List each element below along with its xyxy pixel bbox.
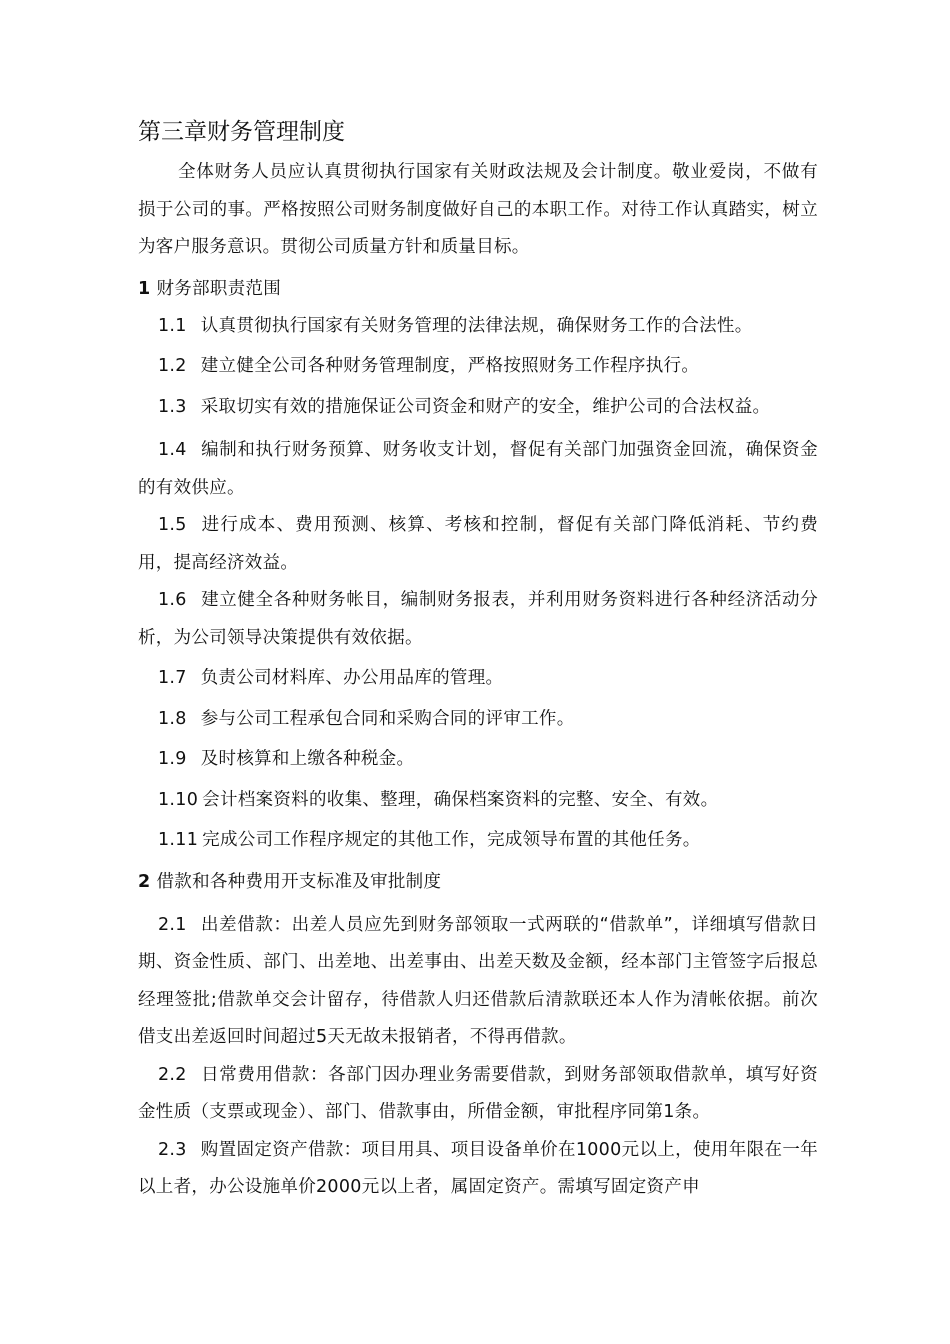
item-1-5 [138,507,818,582]
item-text: 会计档案资料的收集、整理，确保档案资料的完整、安全、有效。 [202,789,719,810]
item-number: 1.2 [158,356,187,376]
item-1-2 [138,348,818,386]
item-1-7 [138,660,818,698]
item-1-1 [138,308,818,346]
item-number: 1.3 [158,396,187,417]
section-2-heading [138,863,818,901]
item-number: 2.2 [158,1064,187,1085]
item-text: 进行成本、费用预测、核算、考核和控制，督促有关部门降低消耗、节约费用，提高经济效益。 [138,515,818,573]
item-1-9 [138,741,818,779]
item-text: 参与公司工程承包合同和采购合同的评审工作。 [200,708,575,729]
item-text: 日常费用借款：各部门因办理业务需要借款，到财务部领取借款单，填写好资金性质（支票或现金）、部门、借款事由，所借金额，审批程序同第1条。 [138,1064,818,1122]
item-number: 1.7 [158,668,187,688]
item-text: 建立健全公司各种财务管理制度，严格按照财务工作程序执行。 [200,356,700,376]
item-number: 1.10 [158,789,199,810]
item-text: 认真贯彻执行国家有关财务管理的法律法规，确保财务工作的合法性。 [200,315,753,336]
item-2-2 [138,1057,818,1132]
item-text: 采取切实有效的措施保证公司资金和财产的安全，维护公司的合法权益。 [200,396,771,417]
item-number: 1.8 [158,708,187,729]
item-1-3 [138,389,818,427]
chapter-title: 第三章财务管理制度 [138,119,345,145]
intro-paragraph: 全体财务人员应认真贯彻执行国家有关财政法规及会计制度。敬业爱岗，不做有损于公司的事。严格按照公司财务制度做好自己的本职工作。对待工作认真踏实，树立为客户服务意识。贯彻公司质量方针和质量目标。 [138,162,818,257]
section-2-number: 2 [138,871,151,892]
item-number: 1.9 [158,749,187,769]
section-1-title: 财务部职责范围 [156,278,282,299]
section-2-title: 借款和各种费用开支标准及审批制度 [156,871,442,892]
section-1-number: 1 [138,278,151,299]
item-number: 1.1 [158,315,187,336]
item-number: 2.1 [158,914,187,935]
item-text: 建立健全各种财务帐目，编制财务报表，并利用财务资料进行各种经济活动分析，为公司领导决策提供有效依据。 [138,590,818,648]
item-1-8 [138,701,818,739]
item-1-4 [138,432,818,507]
item-2-3 [138,1132,818,1207]
item-text: 购置固定资产借款：项目用具、项目设备单价在1000元以上，使用年限在一年以上者，办公设施单价2000元以上者，属固定资产。需填写固定资产申 [138,1139,818,1197]
document-page [138,112,818,1207]
item-text: 及时核算和上缴各种税金。 [200,749,415,769]
item-number: 1.11 [158,830,199,850]
item-2-1 [138,907,818,1057]
item-text: 完成公司工作程序规定的其他工作，完成领导布置的其他任务。 [202,830,701,850]
item-number: 1.5 [158,515,187,535]
item-1-10 [138,782,818,820]
item-1-6 [138,582,818,657]
item-text: 负责公司材料库、办公用品库的管理。 [200,668,504,688]
item-number: 1.6 [158,590,187,610]
item-text: 出差借款：出差人员应先到财务部领取一式两联的“借款单”，详细填写借款日期、资金性质、部门、出差地、出差事由、出差天数及金额，经本部门主管签字后报总经理签批;借款单交会计留存，待借款人归还借款后清款联还本人作为清帐依据。前次借支出差返回时间超过5天无故未报销者，不得再借款。 [138,914,818,1047]
item-number: 1.4 [158,440,187,460]
item-1-11 [138,822,818,860]
section-1-heading [138,270,818,308]
item-text: 编制和执行财务预算、财务收支计划，督促有关部门加强资金回流，确保资金的有效供应。 [138,440,818,498]
item-number: 2.3 [158,1139,187,1160]
